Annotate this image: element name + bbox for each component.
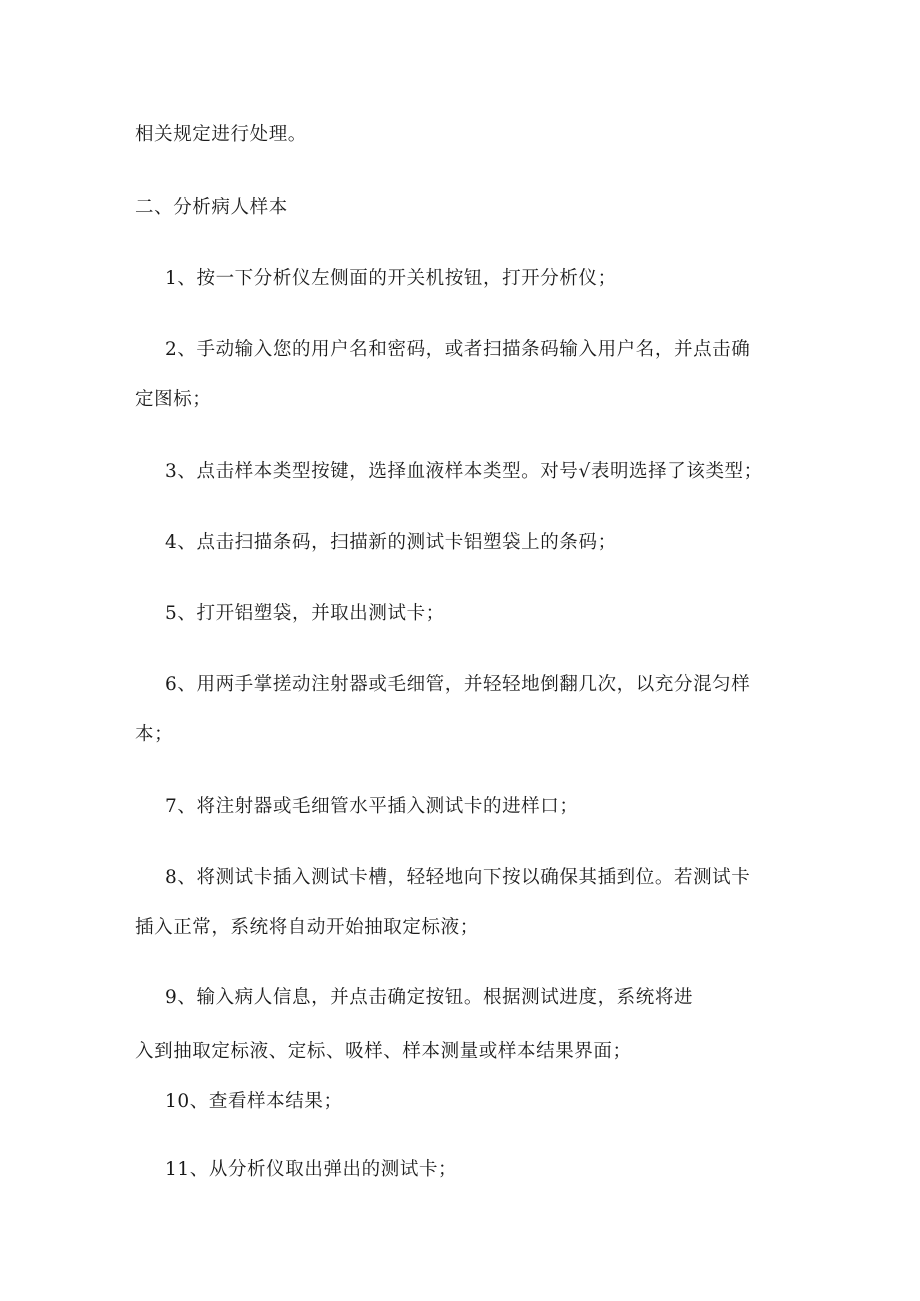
- step-1: 1、按一下分析仪左侧面的开关机按钮，打开分析仪；: [165, 268, 617, 289]
- step-6-line-1: 6、用两手掌搓动注射器或毛细管，并轻轻地倒翻几次，以充分混匀样: [165, 674, 751, 695]
- paragraph-continuation: 相关规定进行处理。: [135, 124, 307, 145]
- step-9-line-1: 9、输入病人信息，并点击确定按钮。根据测试进度，系统将进: [165, 987, 694, 1008]
- step-11: 11、从分析仪取出弹出的测试卡；: [165, 1159, 458, 1180]
- step-2-line-1: 2、手动输入您的用户名和密码，或者扫描条码输入用户名，并点击确: [165, 339, 751, 360]
- step-7: 7、将注射器或毛细管水平插入测试卡的进样口；: [165, 796, 579, 817]
- section-heading: 二、分析病人样本: [135, 197, 288, 218]
- step-6-line-2: 本；: [135, 724, 174, 745]
- step-4: 4、点击扫描条码，扫描新的测试卡铝塑袋上的条码；: [165, 532, 617, 553]
- step-9-line-2: 入到抽取定标液、定标、吸样、样本测量或样本结果界面；: [135, 1041, 632, 1062]
- step-5: 5、打开铝塑袋，并取出测试卡；: [165, 603, 445, 624]
- step-8-line-1: 8、将测试卡插入测试卡槽，轻轻地向下按以确保其插到位。若测试卡: [165, 867, 751, 888]
- step-10: 10、查看样本结果；: [165, 1091, 343, 1112]
- step-8-line-2: 插入正常，系统将自动开始抽取定标液；: [135, 917, 479, 938]
- step-2-line-2: 定图标；: [135, 389, 212, 410]
- step-3: 3、点击样本类型按键，选择血液样本类型。对号√表明选择了该类型；: [165, 461, 763, 482]
